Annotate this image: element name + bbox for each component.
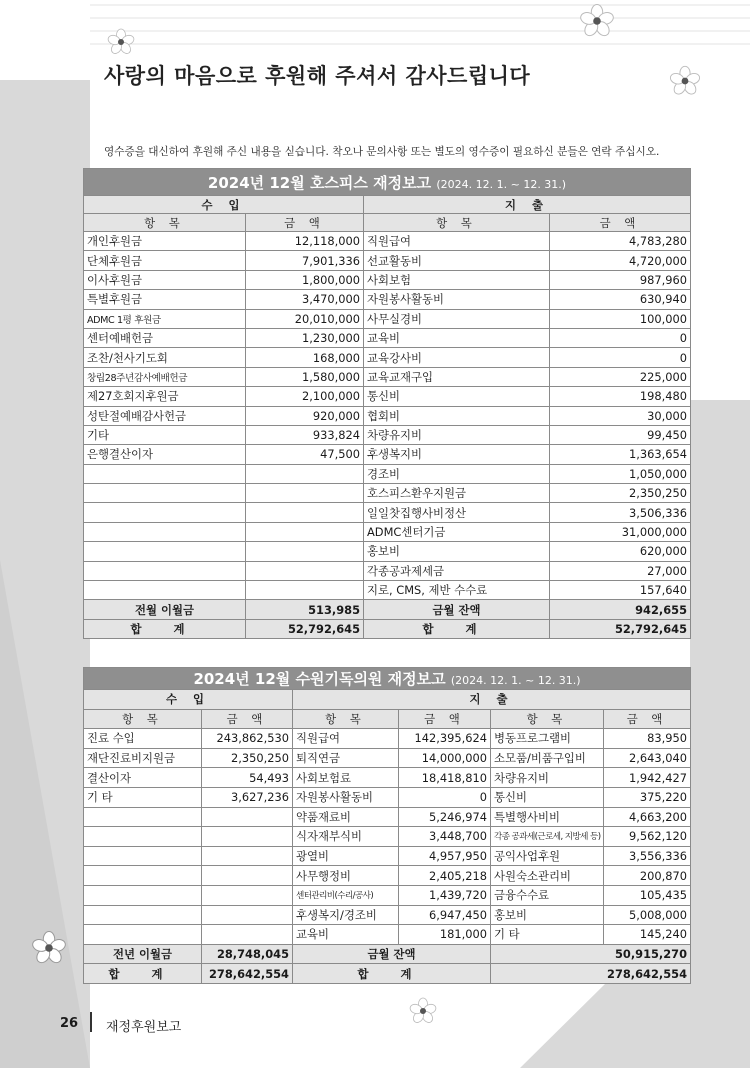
income-amount: 20,010,000	[246, 309, 364, 328]
expense-item: 사회보험	[364, 270, 550, 289]
income-amount: 12,118,000	[246, 232, 364, 251]
expense-item: 일일찻집행사비정산	[364, 503, 550, 522]
expense-item: ADMC센터기금	[364, 522, 550, 541]
table-row	[84, 464, 691, 483]
table-row	[84, 445, 691, 464]
expense-item: 기 타	[491, 925, 604, 945]
expense-amount: 1,050,000	[550, 464, 691, 483]
income-amount: 1,230,000	[246, 328, 364, 347]
carry-amount: 513,985	[246, 600, 364, 619]
expense-amount: 9,562,120	[604, 827, 691, 847]
table-row	[84, 768, 691, 788]
expense-header: 지 출	[364, 196, 691, 214]
expense-item: 사회보험료	[293, 768, 399, 788]
income-item	[84, 522, 246, 541]
expense-item: 협회비	[364, 406, 550, 425]
income-amount: 933,824	[246, 425, 364, 444]
hospice-finance-table	[83, 168, 691, 639]
total-income: 52,792,645	[246, 619, 364, 638]
total-label: 합 계	[84, 964, 202, 984]
table-row	[84, 561, 691, 580]
income-amount: 1,580,000	[246, 367, 364, 386]
income-item	[84, 561, 246, 580]
expense-item: 자원봉사활동비	[293, 787, 399, 807]
expense-amount: 987,960	[550, 270, 691, 289]
col-item: 항 목	[84, 214, 246, 232]
income-amount: 1,800,000	[246, 270, 364, 289]
income-item	[84, 542, 246, 561]
table-row	[84, 581, 691, 600]
flower-icon	[668, 64, 702, 98]
income-amount	[246, 464, 364, 483]
expense-item: 통신비	[364, 387, 550, 406]
expense-amount: 0	[399, 787, 491, 807]
table-row	[84, 251, 691, 270]
table-row	[84, 846, 691, 866]
expense-amount: 2,350,250	[550, 484, 691, 503]
page-number: 26	[60, 1016, 79, 1031]
income-item: 기타	[84, 425, 246, 444]
table-row	[84, 367, 691, 386]
income-amount: 54,493	[202, 768, 293, 788]
expense-amount: 4,957,950	[399, 846, 491, 866]
table-row	[84, 866, 691, 886]
income-amount	[246, 542, 364, 561]
income-item: 제27호회지후원금	[84, 387, 246, 406]
total-expense: 278,642,554	[491, 964, 691, 984]
income-item	[84, 866, 202, 886]
expense-item: 사무행정비	[293, 866, 399, 886]
income-item: 재단진료비지원금	[84, 748, 202, 768]
carry-label: 전년 이월금	[84, 944, 202, 964]
table-row	[84, 484, 691, 503]
expense-amount: 3,556,336	[604, 846, 691, 866]
total-label: 합 계	[364, 619, 550, 638]
expense-item: 홍보비	[491, 905, 604, 925]
col-item: 항 목	[364, 214, 550, 232]
expense-amount: 2,405,218	[399, 866, 491, 886]
income-item	[84, 464, 246, 483]
expense-item: 약품재료비	[293, 807, 399, 827]
expense-amount: 4,720,000	[550, 251, 691, 270]
section-name: 재정후원보고	[106, 1020, 182, 1035]
table-row	[84, 787, 691, 807]
table-row	[84, 729, 691, 749]
table-row	[84, 905, 691, 925]
expense-amount: 100,000	[550, 309, 691, 328]
income-amount: 2,100,000	[246, 387, 364, 406]
expense-amount: 18,418,810	[399, 768, 491, 788]
expense-amount: 620,000	[550, 542, 691, 561]
expense-item: 자원봉사활동비	[364, 290, 550, 309]
expense-item: 특별행사비비	[491, 807, 604, 827]
income-amount	[246, 581, 364, 600]
expense-amount: 3,448,700	[399, 827, 491, 847]
income-amount	[246, 561, 364, 580]
expense-item: 금융수수료	[491, 885, 604, 905]
expense-amount: 0	[550, 328, 691, 347]
expense-amount: 0	[550, 348, 691, 367]
income-amount	[202, 866, 293, 886]
income-amount: 920,000	[246, 406, 364, 425]
income-item	[84, 807, 202, 827]
table-title	[84, 169, 691, 196]
expense-amount: 2,643,040	[604, 748, 691, 768]
expense-amount: 3,506,336	[550, 503, 691, 522]
carry-label: 전월 이월금	[84, 600, 246, 619]
income-amount: 2,350,250	[202, 748, 293, 768]
expense-amount: 145,240	[604, 925, 691, 945]
expense-amount: 1,942,427	[604, 768, 691, 788]
income-amount: 3,627,236	[202, 787, 293, 807]
col-item: 항 목	[293, 709, 399, 729]
total-income: 278,642,554	[202, 964, 293, 984]
income-item	[84, 846, 202, 866]
income-header: 수 입	[84, 690, 293, 710]
income-amount: 3,470,000	[246, 290, 364, 309]
expense-item: 각종공과제세금	[364, 561, 550, 580]
table-row	[84, 348, 691, 367]
expense-amount: 1,363,654	[550, 445, 691, 464]
expense-amount: 630,940	[550, 290, 691, 309]
expense-amount: 99,450	[550, 425, 691, 444]
expense-item: 호스피스환우지원금	[364, 484, 550, 503]
expense-item: 통신비	[491, 787, 604, 807]
table-row	[84, 748, 691, 768]
expense-item: 퇴직연금	[293, 748, 399, 768]
expense-item: 소모품/비품구입비	[491, 748, 604, 768]
carry-amount: 28,748,045	[202, 944, 293, 964]
footer-divider	[90, 1012, 92, 1032]
expense-item: 병동프로그램비	[491, 729, 604, 749]
table-row	[84, 290, 691, 309]
income-amount: 47,500	[246, 445, 364, 464]
income-item: 성탄절예배감사헌금	[84, 406, 246, 425]
table-row	[84, 542, 691, 561]
income-amount	[202, 885, 293, 905]
col-amount: 금 액	[246, 214, 364, 232]
total-label: 합 계	[84, 619, 246, 638]
col-item: 항 목	[84, 709, 202, 729]
expense-amount: 4,663,200	[604, 807, 691, 827]
expense-item: 각종 공과세(근로세, 지방세 등)	[491, 827, 604, 847]
table-title	[84, 668, 691, 690]
expense-item: 경조비	[364, 464, 550, 483]
expense-item: 선교활동비	[364, 251, 550, 270]
expense-amount: 225,000	[550, 367, 691, 386]
expense-amount: 1,439,720	[399, 885, 491, 905]
col-item: 항 목	[491, 709, 604, 729]
income-item: 기 타	[84, 787, 202, 807]
income-item: 개인후원금	[84, 232, 246, 251]
col-amount: 금 액	[202, 709, 293, 729]
expense-amount: 142,395,624	[399, 729, 491, 749]
income-item: 특별후원금	[84, 290, 246, 309]
income-item	[84, 905, 202, 925]
expense-item: 교육비	[293, 925, 399, 945]
expense-item: 사원숙소관리비	[491, 866, 604, 886]
table-row	[84, 807, 691, 827]
income-amount	[246, 484, 364, 503]
table-title-text: 2024년 12월 호스피스 재정보고	[207, 173, 432, 192]
expense-item: 센터관리비(수리/공사)	[293, 885, 399, 905]
income-item: 이사후원금	[84, 270, 246, 289]
table-row	[84, 328, 691, 347]
expense-amount: 200,870	[604, 866, 691, 886]
expense-item: 사무실경비	[364, 309, 550, 328]
col-amount: 금 액	[399, 709, 491, 729]
income-item: 창립28주년감사예배헌금	[84, 367, 246, 386]
balance-amount: 50,915,270	[491, 944, 691, 964]
table-body	[84, 729, 691, 945]
total-expense: 52,792,645	[550, 619, 691, 638]
expense-amount: 27,000	[550, 561, 691, 580]
clinic-finance-table	[83, 667, 691, 984]
expense-amount: 157,640	[550, 581, 691, 600]
table-row	[84, 885, 691, 905]
income-item: 진료 수입	[84, 729, 202, 749]
income-item	[84, 503, 246, 522]
flower-icon	[30, 929, 68, 967]
flower-icon	[578, 2, 616, 40]
table-row	[84, 309, 691, 328]
expense-item: 차량유지비	[364, 425, 550, 444]
income-amount: 243,862,530	[202, 729, 293, 749]
expense-amount: 4,783,280	[550, 232, 691, 251]
income-item: ADMC 1평 후원금	[84, 309, 246, 328]
expense-amount: 375,220	[604, 787, 691, 807]
table-row	[84, 387, 691, 406]
expense-item: 후생복지/경조비	[293, 905, 399, 925]
table-period: (2024. 12. 1. ~ 12. 31.)	[436, 177, 567, 191]
expense-item: 후생복지비	[364, 445, 550, 464]
expense-item: 광열비	[293, 846, 399, 866]
expense-item: 직원급여	[293, 729, 399, 749]
expense-amount: 5,246,974	[399, 807, 491, 827]
expense-item: 지로, CMS, 제반 수수료	[364, 581, 550, 600]
expense-amount: 30,000	[550, 406, 691, 425]
col-amount: 금 액	[604, 709, 691, 729]
income-item	[84, 925, 202, 945]
income-amount	[202, 905, 293, 925]
income-item	[84, 885, 202, 905]
expense-amount: 5,008,000	[604, 905, 691, 925]
table-row	[84, 522, 691, 541]
expense-item: 직원급여	[364, 232, 550, 251]
expense-item: 공익사업후원	[491, 846, 604, 866]
income-item	[84, 827, 202, 847]
table-row	[84, 425, 691, 444]
table-body	[84, 232, 691, 600]
income-item	[84, 581, 246, 600]
income-item: 단체후원금	[84, 251, 246, 270]
expense-item: 교육교재구입	[364, 367, 550, 386]
table-row	[84, 232, 691, 251]
balance-label: 금월 잔액	[364, 600, 550, 619]
table-row	[84, 503, 691, 522]
total-label: 합 계	[293, 964, 491, 984]
income-item	[84, 484, 246, 503]
income-header: 수 입	[84, 196, 364, 214]
expense-item: 차량유지비	[491, 768, 604, 788]
income-item: 은행결산이자	[84, 445, 246, 464]
expense-item: 홍보비	[364, 542, 550, 561]
expense-amount: 198,480	[550, 387, 691, 406]
flower-icon	[106, 27, 136, 57]
expense-amount: 83,950	[604, 729, 691, 749]
table-title-text: 2024년 12월 수원기독의원 재정보고	[193, 670, 446, 688]
expense-item: 식자재부식비	[293, 827, 399, 847]
flower-icon	[408, 996, 438, 1026]
table-period: (2024. 12. 1. ~ 12. 31.)	[450, 674, 581, 687]
expense-amount: 6,947,450	[399, 905, 491, 925]
table-row	[84, 406, 691, 425]
expense-amount: 31,000,000	[550, 522, 691, 541]
income-amount	[202, 827, 293, 847]
page-subtitle: 영수증을 대신하여 후원해 주신 내용을 싣습니다. 착오나 문의사항 또는 별도의 영수증이 필요하신 분들은 연락 주십시오.	[104, 146, 660, 158]
table-row	[84, 925, 691, 945]
income-item: 조찬/천사기도회	[84, 348, 246, 367]
expense-item: 교육비	[364, 328, 550, 347]
balance-label: 금월 잔액	[293, 944, 491, 964]
expense-header: 지 출	[293, 690, 691, 710]
income-amount: 7,901,336	[246, 251, 364, 270]
income-amount	[202, 846, 293, 866]
income-amount	[202, 807, 293, 827]
col-amount: 금 액	[550, 214, 691, 232]
balance-amount: 942,655	[550, 600, 691, 619]
income-item: 센터예배헌금	[84, 328, 246, 347]
table-row	[84, 827, 691, 847]
page-title: 사랑의 마음으로 후원해 주셔서 감사드립니다	[104, 64, 531, 88]
expense-amount: 181,000	[399, 925, 491, 945]
expense-amount: 105,435	[604, 885, 691, 905]
income-amount	[202, 925, 293, 945]
income-amount	[246, 503, 364, 522]
income-amount: 168,000	[246, 348, 364, 367]
table-row	[84, 270, 691, 289]
expense-amount: 14,000,000	[399, 748, 491, 768]
expense-item: 교육강사비	[364, 348, 550, 367]
income-amount	[246, 522, 364, 541]
income-item: 결산이자	[84, 768, 202, 788]
